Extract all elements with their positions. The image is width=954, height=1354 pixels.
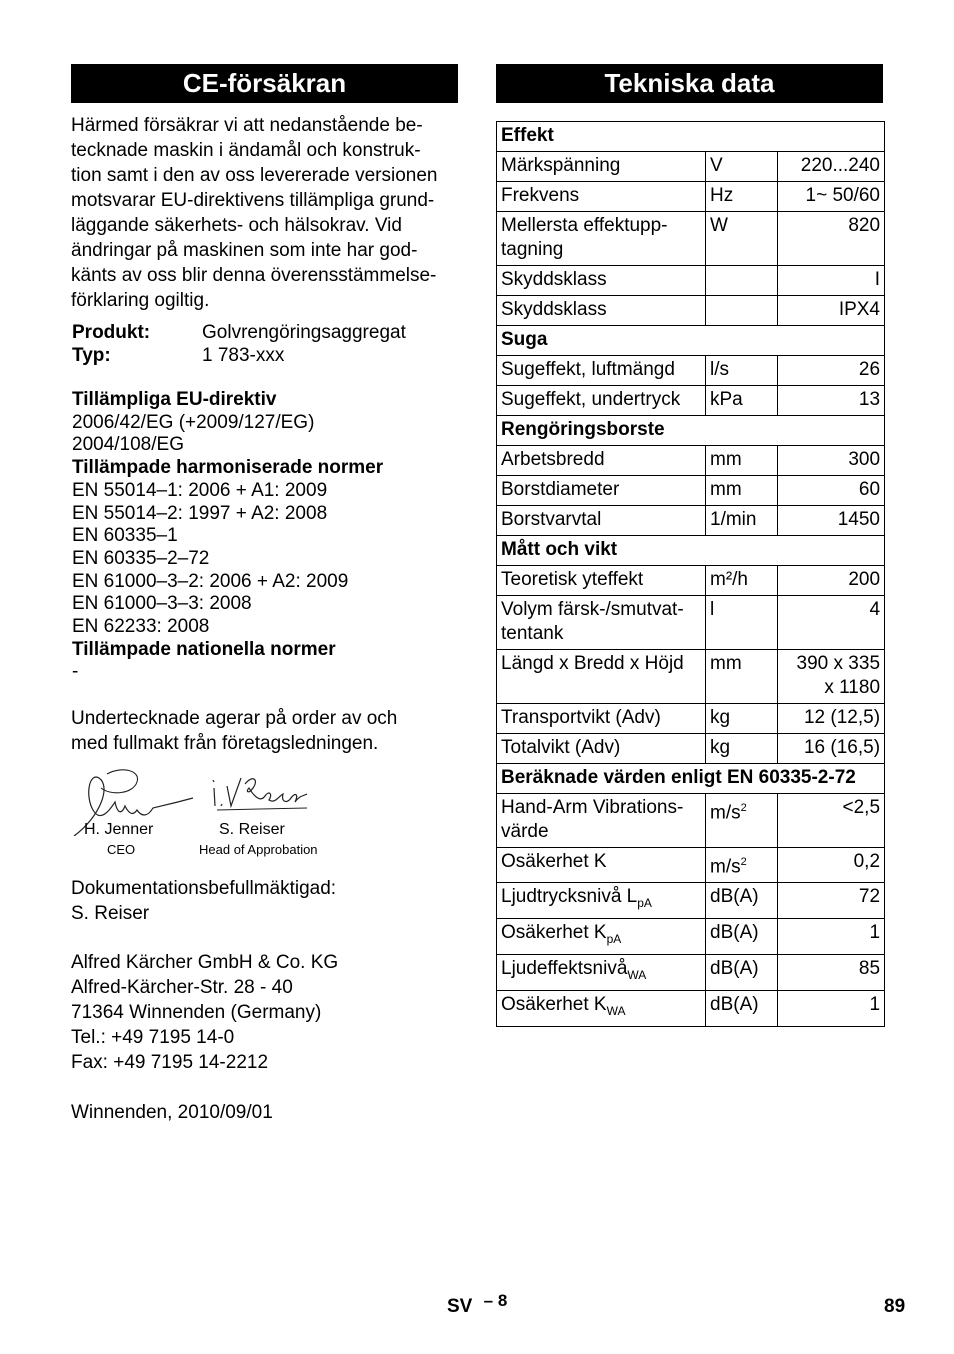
spec-unit-text: kg [710,737,731,758]
place-date: Winnenden, 2010/09/01 [71,1102,273,1124]
spec-label [497,182,706,212]
signatory-name: S. Reiser [219,821,285,839]
spec-unit-text: dB(A) [710,922,759,944]
spec-unit-text: l/s [710,359,729,380]
signatory-statement [71,706,458,756]
signatory-role: CEO [107,842,136,858]
spec-value: 4 [778,596,885,650]
spec-label-text: Osäkerhet K [501,851,607,872]
spec-unit [706,794,778,848]
spec-unit [706,152,778,182]
spec-value: 60 [778,476,885,506]
product-row [71,321,458,344]
harmonized-heading: Tillämpade harmoniserade normer [72,457,384,479]
address-line: Alfred Kärcher GmbH & Co. KG [71,952,339,974]
spec-value: 16 (16,5) [778,734,885,764]
spec-value: 300 [778,446,885,476]
spec-unit-text: mm [710,449,742,470]
spec-unit [706,182,778,212]
spec-label [497,954,706,990]
spec-value: 1 [778,919,885,955]
spec-unit [706,476,778,506]
section-heading: Beräknade värden enligt EN 60335-2-72 [497,764,885,794]
table-row [497,734,885,764]
table-row [497,990,885,1026]
spec-value: 26 [778,356,885,386]
spec-value: 820 [778,212,885,266]
product-label: Produkt: [72,322,151,343]
intro-line: känts av oss blir denna överensstämmelse- [71,265,437,286]
table-row [497,596,885,650]
technical-data-table [496,121,885,1027]
section-heading: Mått och vikt [497,536,885,566]
product-value: Golvrengöringsaggregat [202,322,406,343]
table-row [497,266,885,296]
table-row [497,152,885,182]
doc-rep-line: Dokumentationsbefullmäktigad: [71,878,337,900]
spec-label-text: Ljudeffektsnivå [501,957,628,979]
harmonized-item: EN 55014–1: 2006 + A1: 2009 [72,479,328,501]
spec-label-subscript: WA [606,1003,626,1018]
spec-label-text: Skyddsklass [501,299,607,320]
signatory-role: Head of Approbation [199,842,318,858]
page-number: 89 [884,1296,906,1317]
spec-label [497,476,706,506]
spec-unit [706,266,778,296]
table-section-row [497,764,885,794]
spec-label [497,990,706,1026]
spec-unit [706,506,778,536]
spec-value: 0,2 [778,848,885,883]
spec-unit-text: dB(A) [710,993,759,1015]
spec-label [497,596,706,650]
spec-label-subscript: WA [627,967,647,982]
harmonized-item: EN 61000–3–2: 2006 + A2: 2009 [72,570,349,592]
spec-label [497,650,706,704]
spec-unit-text: kg [710,707,731,728]
spec-label-subscript: pA [637,896,652,911]
signatory-name: H. Jenner [84,821,154,839]
harmonized-item: EN 62233: 2008 [72,616,210,638]
spec-value: 200 [778,566,885,596]
spec-label [497,152,706,182]
table-row [497,506,885,536]
national-value: - [72,661,79,683]
intro-line: tion samt i den av oss levererade versionen [71,165,438,186]
harmonized-item: EN 55014–2: 1997 + A2: 2008 [72,502,328,524]
spec-unit-text: m²/h [710,569,748,590]
spec-label-text: Arbetsbredd [501,449,605,470]
spec-unit-text: kPa [710,389,743,410]
address-line: Fax: +49 7195 14-2212 [71,1052,269,1074]
spec-unit-text: mm [710,479,742,500]
spec-label-text: Mellersta effektupp- tagning [501,215,668,260]
intro-line: Härmed försäkrar vi att nedanstående be- [71,115,423,136]
intro-line: läggande säkerhets- och hälsokrav. Vid [71,215,402,236]
spec-value: I [778,266,885,296]
spec-value: 12 (12,5) [778,704,885,734]
spec-label [497,794,706,848]
address-line: 71364 Winnenden (Germany) [71,1002,322,1024]
spec-value: 1450 [778,506,885,536]
table-section-row [497,326,885,356]
table-row [497,883,885,919]
spec-unit [706,296,778,326]
spec-unit [706,650,778,704]
spec-unit [706,990,778,1026]
spec-label-text: Transportvikt (Adv) [501,707,661,728]
spec-label [497,566,706,596]
spec-unit-text: dB(A) [710,957,759,979]
table-row [497,848,885,883]
table-section-row [497,536,885,566]
spec-unit [706,566,778,596]
spec-label-text: Hand-Arm Vibrations- värde [501,797,684,842]
spec-value: IPX4 [778,296,885,326]
table-row [497,919,885,955]
spec-label-text: Volym färsk-/smutvat- tentank [501,599,684,644]
spec-label-text: Osäkerhet K [501,922,607,944]
spec-label-text: Sugeffekt, undertryck [501,389,681,410]
table-row [497,650,885,704]
ce-declaration-column [71,64,458,1125]
spec-value: <2,5 [778,794,885,848]
technical-data-column [496,64,883,1027]
harmonized-item: EN 60335–1 [72,525,178,547]
section-page: – 8 [483,1291,508,1310]
type-row [71,344,458,367]
table-section-row [497,416,885,446]
spec-label [497,506,706,536]
spec-label-text: Sugeffekt, luftmängd [501,359,675,380]
table-row [497,954,885,990]
spec-label [497,356,706,386]
spec-unit-text: 1/min [710,509,757,530]
spec-unit-text: mm [710,653,742,674]
spec-unit-text: V [710,155,723,176]
table-row [497,296,885,326]
footer-lang [447,1291,508,1318]
section-heading: Effekt [497,122,885,152]
spec-unit-text: m/s [710,856,741,878]
table-row [497,446,885,476]
spec-unit [706,734,778,764]
product-info [71,321,458,367]
spec-label [497,296,706,326]
spec-unit-superscript: 2 [740,856,747,868]
table-row [497,182,885,212]
table-section-row [497,122,885,152]
table-row [497,212,885,266]
intro-line: motsvarar EU-direktivens tillämpliga grund- [71,190,435,211]
table-row [497,386,885,416]
spec-label-text: Längd x Bredd x Höjd [501,653,684,674]
spec-unit-text: W [710,215,728,236]
intro-line: tecknade maskin i ändamål och konstruk- [71,140,421,161]
table-row [497,794,885,848]
spec-label [497,266,706,296]
ce-declaration-title: CE-försäkran [71,64,458,103]
spec-unit [706,919,778,955]
spec-value: 390 x 335 x 1180 [778,650,885,704]
company-address [71,950,458,1075]
eu-directives-heading: Tillämpliga EU-direktiv [72,389,277,410]
spec-label-text: Borstvarvtal [501,509,602,530]
spec-value: 220...240 [778,152,885,182]
spec-value: 1 [778,990,885,1026]
spec-unit-text: m/s [710,802,741,824]
language-code: SV [447,1296,473,1317]
signatory-line: Undertecknade agerar på order av och [71,708,398,730]
type-label: Typ: [72,345,111,366]
spec-label-text: Märkspänning [501,155,621,176]
section-heading: Rengöringsborste [497,416,885,446]
spec-unit-superscript: 2 [740,802,747,814]
address-line: Alfred-Kärcher-Str. 28 - 40 [71,977,293,999]
spec-unit-text: dB(A) [710,886,759,908]
intro-line: ändringar på maskinen som inte har god- [71,240,418,261]
section-heading: Suga [497,326,885,356]
spec-label [497,212,706,266]
spec-unit [706,212,778,266]
type-value: 1 783-xxx [202,345,285,366]
spec-label [497,848,706,883]
standards-block [71,389,458,684]
spec-label [497,704,706,734]
spec-unit [706,356,778,386]
spec-label-text: Skyddsklass [501,269,607,290]
eu-directive-item: 2006/42/EG (+2009/127/EG) [72,411,315,433]
spec-label-subscript: pA [606,931,622,946]
declaration-intro [71,113,458,313]
spec-unit-text: Hz [710,185,734,206]
spec-label-text: Borstdiameter [501,479,620,500]
spec-unit [706,883,778,919]
spec-label [497,883,706,919]
spec-label [497,734,706,764]
spec-unit [706,386,778,416]
spec-label [497,919,706,955]
signatory-line: med fullmakt från företagsledningen. [71,733,379,755]
table-row [497,476,885,506]
spec-label [497,386,706,416]
spec-unit [706,596,778,650]
intro-line: förklaring ogiltig. [71,290,210,311]
spec-label [497,446,706,476]
spec-unit [706,954,778,990]
documentation-representative [71,876,458,926]
table-row [497,704,885,734]
eu-directive-item: 2004/108/EG [72,434,184,456]
national-heading: Tillämpade nationella normer [72,638,336,660]
spec-value: 85 [778,954,885,990]
spec-label-text: Frekvens [501,185,580,206]
spec-label-text: Totalvikt (Adv) [501,737,621,758]
spec-label-text: Ljudtrycksnivå L [501,886,638,908]
signature-reiser [209,766,329,816]
address-line: Tel.: +49 7195 14-0 [71,1027,235,1049]
spec-unit [706,848,778,883]
spec-value: 13 [778,386,885,416]
table-row [497,356,885,386]
technical-data-title: Tekniska data [496,64,883,103]
spec-label-text: Teoretisk yteffekt [501,569,644,590]
spec-value: 1~ 50/60 [778,182,885,212]
signatures [71,766,458,862]
spec-unit [706,704,778,734]
spec-unit-text: l [710,599,715,620]
spec-unit [706,446,778,476]
spec-label-text: Osäkerhet K [501,993,607,1015]
harmonized-item: EN 61000–3–3: 2008 [72,593,252,615]
doc-rep-line: S. Reiser [71,903,150,925]
spec-value: 72 [778,883,885,919]
harmonized-item: EN 60335–2–72 [72,547,210,569]
table-row [497,566,885,596]
